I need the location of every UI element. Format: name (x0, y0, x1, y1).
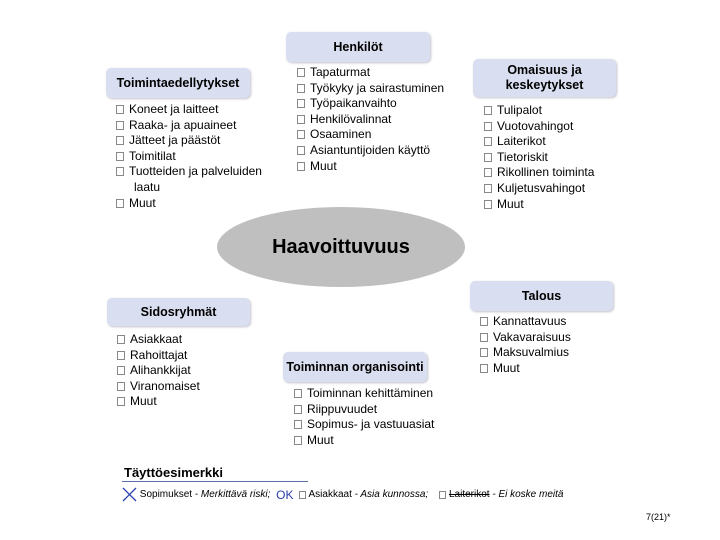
legend-example-1-item: Sopimukset (139, 489, 193, 500)
list-item[interactable]: Raaka- ja apuaineet (115, 118, 262, 134)
checkbox-icon[interactable] (484, 106, 492, 115)
list-item[interactable]: Työpaikanvaihto (296, 96, 444, 112)
legend-example-3-item: Laiterikot (448, 489, 490, 500)
checkbox-icon[interactable] (117, 397, 125, 406)
list-item[interactable]: Työkyky ja sairastuminen (296, 81, 444, 97)
omaisuus-title-line1: Omaisuus ja (507, 63, 582, 77)
list-item[interactable]: Laiterikot (483, 134, 594, 150)
list-item[interactable]: Muut (116, 394, 200, 410)
list-item[interactable]: Tuotteiden ja palveluiden laatu (115, 164, 262, 195)
omaisuus-title-line2: keskeytykset (505, 78, 584, 92)
omaisuus-list (483, 103, 594, 212)
checkbox-icon[interactable] (116, 121, 124, 130)
checkbox-icon[interactable] (297, 68, 305, 77)
checkbox-icon[interactable] (294, 389, 302, 398)
checkbox-icon[interactable] (297, 146, 305, 155)
legend-row (122, 487, 563, 502)
checkbox-icon[interactable] (480, 364, 488, 373)
henkilot-list (296, 65, 444, 174)
list-item[interactable]: Tapaturmat (296, 65, 444, 81)
checkbox-icon[interactable] (297, 115, 305, 124)
list-item[interactable]: Maksuvalmius (479, 345, 571, 361)
checkbox-icon[interactable] (116, 152, 124, 161)
toimintaedellytykset-title: Toimintaedellytykset (116, 75, 240, 90)
sidosryhmat-list (116, 332, 200, 410)
list-item[interactable]: Rikollinen toiminta (483, 165, 594, 181)
checkbox-icon[interactable] (484, 137, 492, 146)
list-item[interactable]: Kannattavuus (479, 314, 571, 330)
checkbox-icon[interactable] (117, 351, 125, 360)
checkbox-icon[interactable] (484, 168, 492, 177)
checkbox-icon[interactable] (116, 105, 124, 114)
list-item[interactable]: Toiminnan kehittäminen (293, 386, 434, 402)
checkbox-icon (439, 491, 446, 499)
page-number: 7(21)* (646, 512, 671, 522)
checkbox-icon[interactable] (297, 162, 305, 171)
toimintaedellytykset-header (106, 68, 250, 98)
talous-list (479, 314, 571, 376)
list-item[interactable]: Tulipalot (483, 103, 594, 119)
talous-header (470, 281, 613, 311)
checkbox-icon (299, 491, 306, 499)
checkbox-icon[interactable] (297, 84, 305, 93)
x-mark-icon (122, 487, 137, 502)
list-item[interactable]: Vakavaraisuus (479, 330, 571, 346)
legend-example-1-note: - Merkittävä riski; (192, 489, 271, 500)
item-continuation: laatu (134, 179, 161, 194)
toimintaedellytykset-list (115, 102, 262, 211)
list-item[interactable]: Muut (115, 196, 262, 212)
list-item[interactable]: Koneet ja laitteet (115, 102, 262, 118)
checkbox-icon[interactable] (116, 136, 124, 145)
list-item[interactable]: Kuljetusvahingot (483, 181, 594, 197)
checkbox-icon[interactable] (484, 122, 492, 131)
list-item[interactable]: Jätteet ja päästöt (115, 133, 262, 149)
omaisuus-header (473, 59, 616, 97)
list-item[interactable]: Sopimus- ja vastuuasiat (293, 417, 434, 433)
checkbox-icon[interactable] (484, 153, 492, 162)
list-item[interactable]: Viranomaiset (116, 379, 200, 395)
center-ellipse (217, 207, 465, 287)
checkbox-icon[interactable] (116, 167, 124, 176)
henkilot-title: Henkilöt (333, 39, 383, 54)
sidosryhmat-title: Sidosryhmät (140, 304, 217, 319)
list-item[interactable]: Vuotovahingot (483, 119, 594, 135)
checkbox-icon[interactable] (117, 366, 125, 375)
henkilot-header (286, 32, 430, 62)
sidosryhmat-header (107, 298, 250, 326)
checkbox-icon[interactable] (294, 436, 302, 445)
list-item[interactable]: Toimitilat (115, 149, 262, 165)
list-item[interactable]: Riippuvuudet (293, 402, 434, 418)
list-item[interactable]: Muut (483, 197, 594, 213)
checkbox-icon[interactable] (116, 199, 124, 208)
ok-mark: OK (276, 487, 294, 502)
legend-example-2-note: - Asia kunnossa; (351, 489, 429, 500)
list-item[interactable]: Tietoriskit (483, 150, 594, 166)
list-item[interactable]: Asiakkaat (116, 332, 200, 348)
legend-example-2-item: Asiakkaat (308, 489, 352, 500)
list-item[interactable]: Rahoittajat (116, 348, 200, 364)
checkbox-icon[interactable] (294, 405, 302, 414)
checkbox-icon[interactable] (297, 99, 305, 108)
list-item[interactable]: Muut (296, 159, 444, 175)
checkbox-icon[interactable] (480, 317, 488, 326)
checkbox-icon[interactable] (294, 420, 302, 429)
checkbox-icon[interactable] (480, 333, 488, 342)
legend-title: Täyttöesimerkki (124, 465, 223, 480)
list-item[interactable]: Alihankkijat (116, 363, 200, 379)
organisointi-header (283, 352, 427, 382)
organisointi-list (293, 386, 434, 448)
checkbox-icon[interactable] (480, 348, 488, 357)
organisointi-title: Toiminnan organisointi (286, 359, 424, 374)
checkbox-icon[interactable] (297, 130, 305, 139)
checkbox-icon[interactable] (484, 184, 492, 193)
checkbox-icon[interactable] (117, 335, 125, 344)
center-label: Haavoittuvuus (272, 235, 410, 258)
legend-example-3-note: - Ei koske meitä (489, 489, 564, 500)
legend-divider (122, 481, 308, 482)
checkbox-icon[interactable] (484, 200, 492, 209)
list-item[interactable]: Muut (293, 433, 434, 449)
list-item[interactable]: Muut (479, 361, 571, 377)
checkbox-icon[interactable] (117, 382, 125, 391)
list-item[interactable]: Henkilövalinnat (296, 112, 444, 128)
list-item[interactable]: Osaaminen (296, 127, 444, 143)
list-item[interactable]: Asiantuntijoiden käyttö (296, 143, 444, 159)
talous-title: Talous (521, 288, 562, 303)
